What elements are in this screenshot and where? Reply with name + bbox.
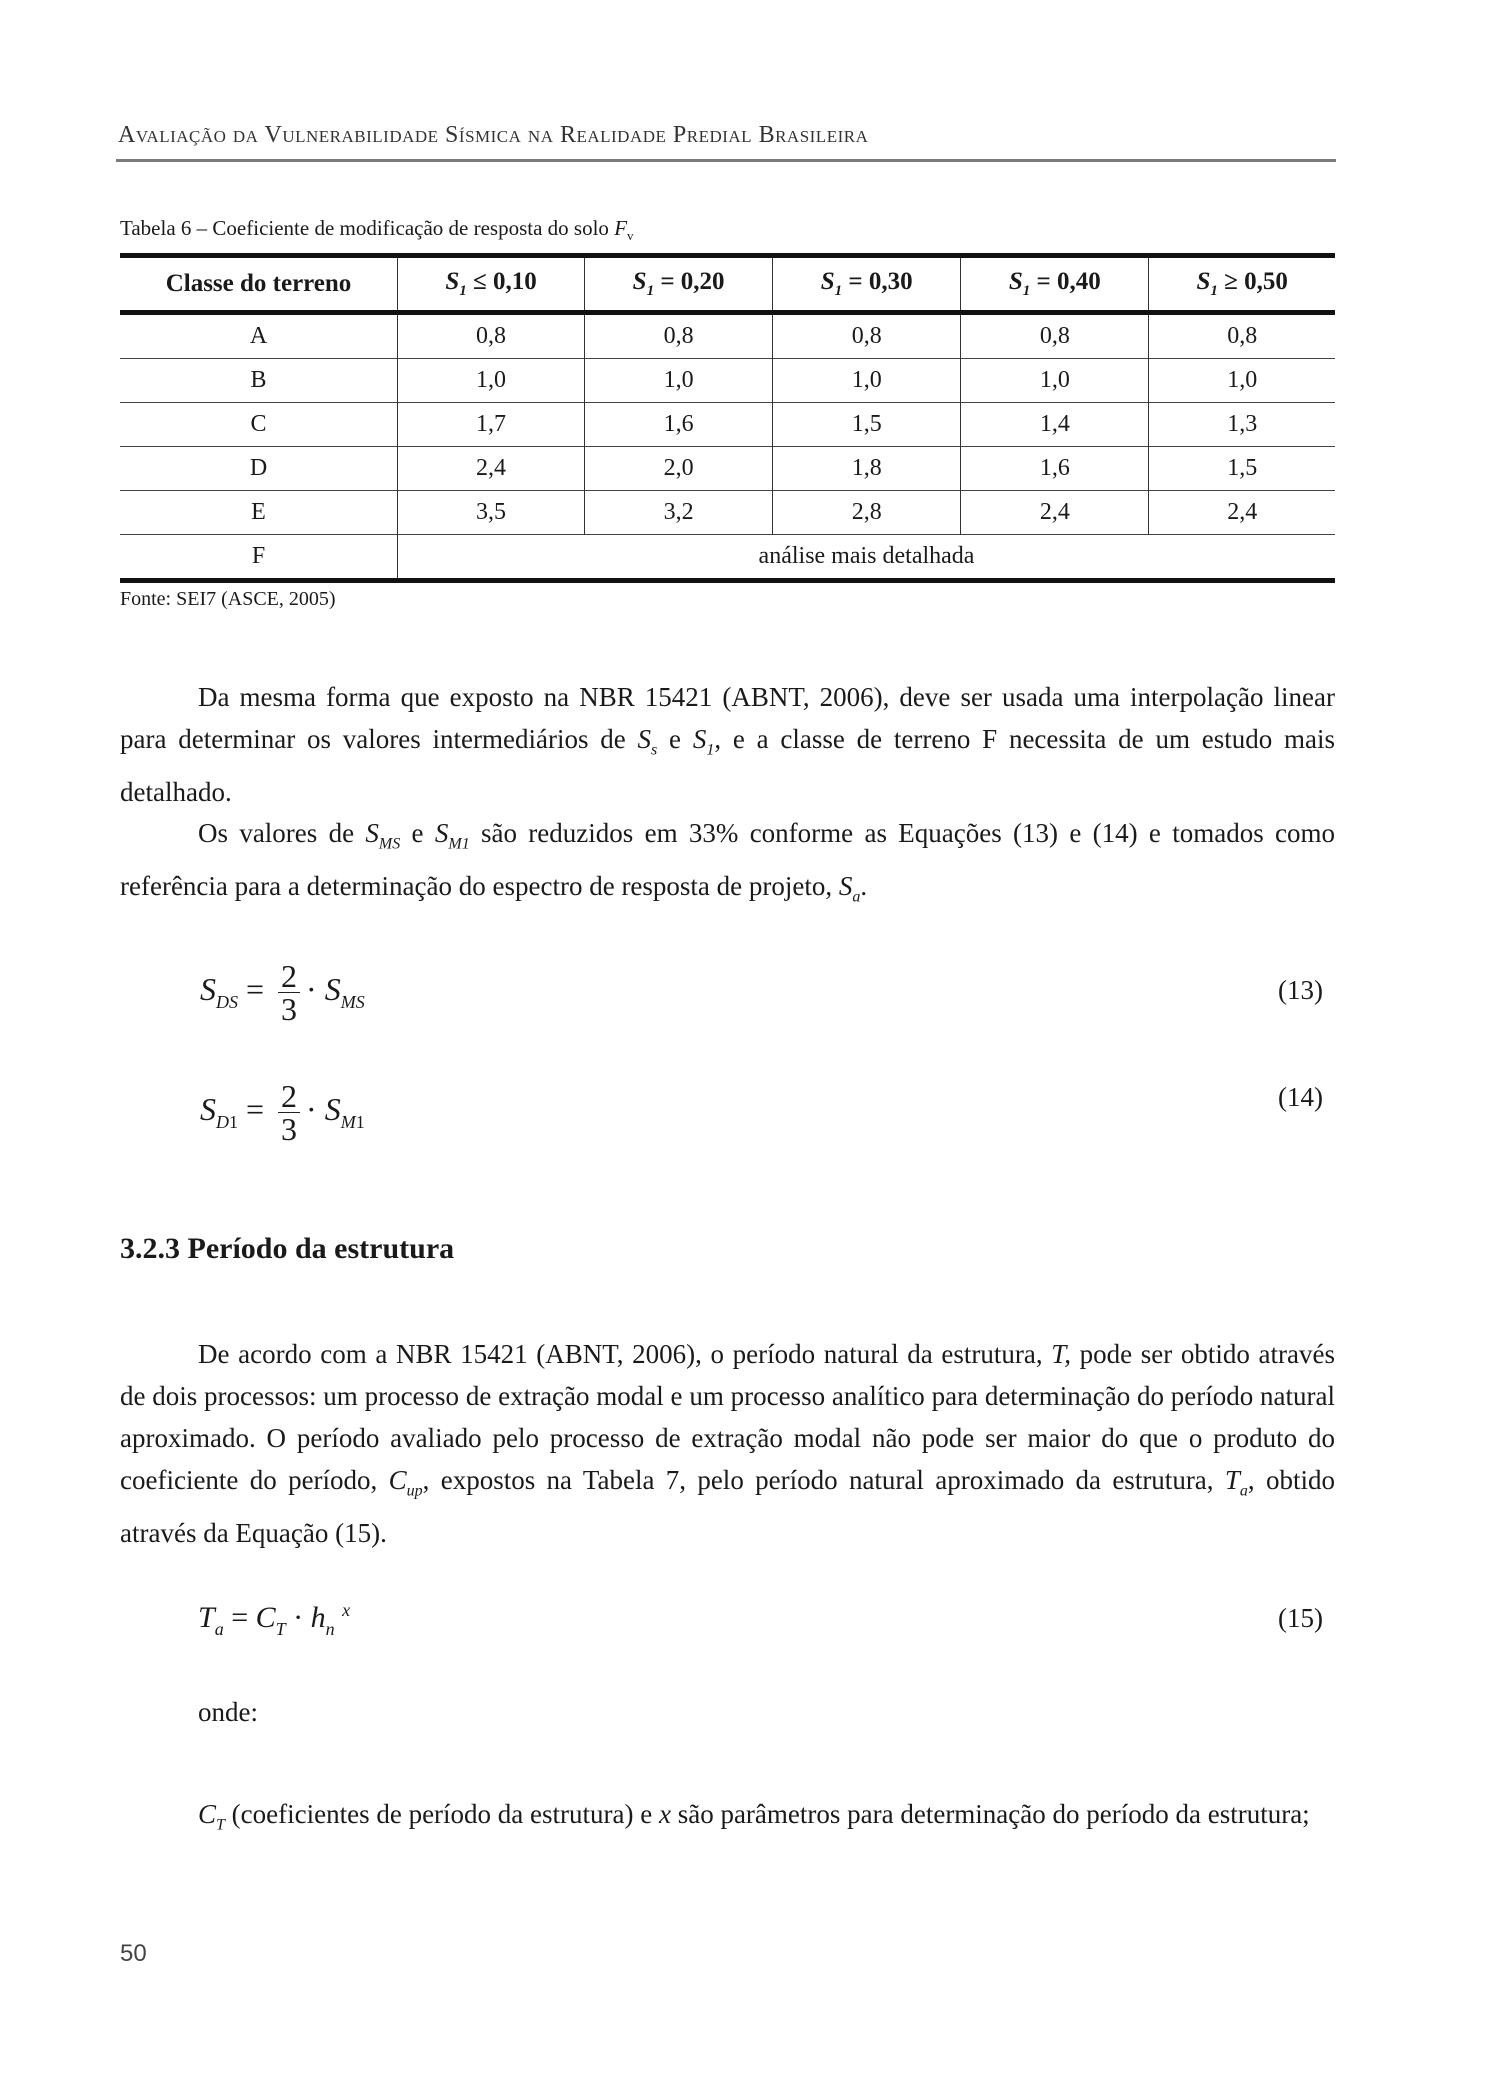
cell-classe: E [120, 491, 398, 535]
table-row [120, 447, 1335, 491]
page-number: 50 [120, 1940, 147, 1967]
column-header-s1-030: $S_1 = 0,30$ [773, 256, 961, 313]
cell-value: 2,0 [585, 447, 773, 491]
cell-value: 2,4 [961, 491, 1149, 535]
fraction: $\frac{2}{3}$ [278, 1080, 300, 1145]
equation-13: $S_{DS}$ = $\frac{2}{3}$ · $S_{MS}$ [200, 958, 365, 1027]
cell-value: 1,6 [585, 403, 773, 447]
paragraph-period: De acordo com a NBR 15421 (ABNT, 2006), o período natural da estrutura, T, pode ser obtido através de dois processos: um processo de extração modal e um processo analítico para determinação do período natural aproximado. O período avaliado pelo processo de extração modal não pode ser maior do que o produto do coeficiente do período, $C_{up}$, expostos na Tabela 7, pelo período natural aproximado da estrutura, $T_a$, obtido através da Equação (15). [120, 1339, 1336, 1549]
column-header-s1-020: $S_1 = 0,20$ [585, 256, 773, 313]
table-caption [120, 216, 634, 244]
cell-merged-note: análise mais detalhada [398, 535, 1336, 581]
cell-value: 1,7 [398, 403, 585, 447]
header-rule [116, 159, 1336, 162]
cell-value: 2,4 [1149, 491, 1335, 535]
equation-14-number: (14) [1278, 1082, 1323, 1112]
column-header-s1-040: $S_1 = 0,40$ [961, 256, 1149, 313]
caption-text: Tabela 6 – Coeficiente de modificação de resposta do solo [120, 216, 615, 240]
cell-value: 0,8 [398, 313, 585, 359]
cell-classe: D [120, 447, 398, 491]
cell-classe: C [120, 403, 398, 447]
cell-value: 3,5 [398, 491, 585, 535]
column-header-s1-ge-050: $S_1 \ge 0,50$ [1149, 256, 1335, 313]
table-source: Fonte: SEI7 (ASCE, 2005) [120, 588, 336, 610]
table-row-f [120, 535, 1335, 581]
cell-value: 0,8 [961, 313, 1149, 359]
paragraph-reduction: Os valores de $S_{MS}$ e $S_{M1}$ são reduzidos em 33% conforme as Equações (13) e (14) e tomados como referência para a determinação do espectro de resposta de projeto, $S_a$. [120, 818, 1336, 906]
fraction: $\frac{2}{3}$ [278, 960, 300, 1025]
table-row [120, 359, 1335, 403]
running-header-title: Avaliação da Vulnerabilidade Sísmica na Realidade Predial Brasileira [118, 122, 869, 148]
cell-value: 1,5 [773, 403, 961, 447]
table-row [120, 313, 1335, 359]
cell-value: 1,0 [398, 359, 585, 403]
cell-value: 1,8 [773, 447, 961, 491]
cell-value: 0,8 [773, 313, 961, 359]
cell-value: 0,8 [585, 313, 773, 359]
cell-value: 1,5 [1149, 447, 1335, 491]
cell-value: 3,2 [585, 491, 773, 535]
paragraph-ct-definition: $C_T$ (coeficientes de período da estrutura) e x são parâmetros para determinação do período da estrutura; [198, 1799, 1310, 1834]
cell-value: 1,0 [1149, 359, 1335, 403]
cell-classe: A [249, 323, 268, 349]
cell-value: 1,3 [1149, 403, 1335, 447]
column-header-classe: Classe do terreno [120, 256, 398, 313]
section-heading: 3.2.3 Período da estrutura [120, 1232, 455, 1265]
equation-14: $S_{D1}$ = $\frac{2}{3}$ · $S_{M1}$ [200, 1078, 365, 1147]
cell-classe: B [120, 359, 398, 403]
caption-symbol: F [614, 216, 628, 240]
equation-13-number: (13) [1278, 975, 1323, 1005]
cell-value: 1,4 [961, 403, 1149, 447]
table-row [120, 491, 1335, 535]
cell-value: 1,6 [961, 447, 1149, 491]
table-fv-coefficients [120, 253, 1335, 583]
cell-value: 2,4 [398, 447, 585, 491]
caption-symbol-sub: v [627, 228, 634, 244]
cell-value: 0,8 [1149, 313, 1335, 359]
equation-15: $T_a = C_T \cdot h_n$ $^x$ [198, 1600, 351, 1639]
cell-classe: F [120, 535, 398, 581]
table-row [120, 403, 1335, 447]
equation-15-number: (15) [1278, 1603, 1323, 1633]
cell-value: 1,0 [961, 359, 1149, 403]
cell-value: 1,0 [585, 359, 773, 403]
cell-value: 2,8 [773, 491, 961, 535]
paragraph-interpolation: Da mesma forma que exposto na NBR 15421 (ABNT, 2006), deve ser usada uma interpolação linear para determinar os valores intermediários de $S_s$ e $S_1$, e a classe de terreno F necessita de um estudo mais detalhado. [120, 682, 1336, 808]
column-header-s1-le-010: $S_1 \le 0,10$ [398, 256, 585, 313]
table-header-row [120, 256, 1335, 313]
onde-label: onde: [198, 1697, 258, 1727]
cell-value: 1,0 [773, 359, 961, 403]
